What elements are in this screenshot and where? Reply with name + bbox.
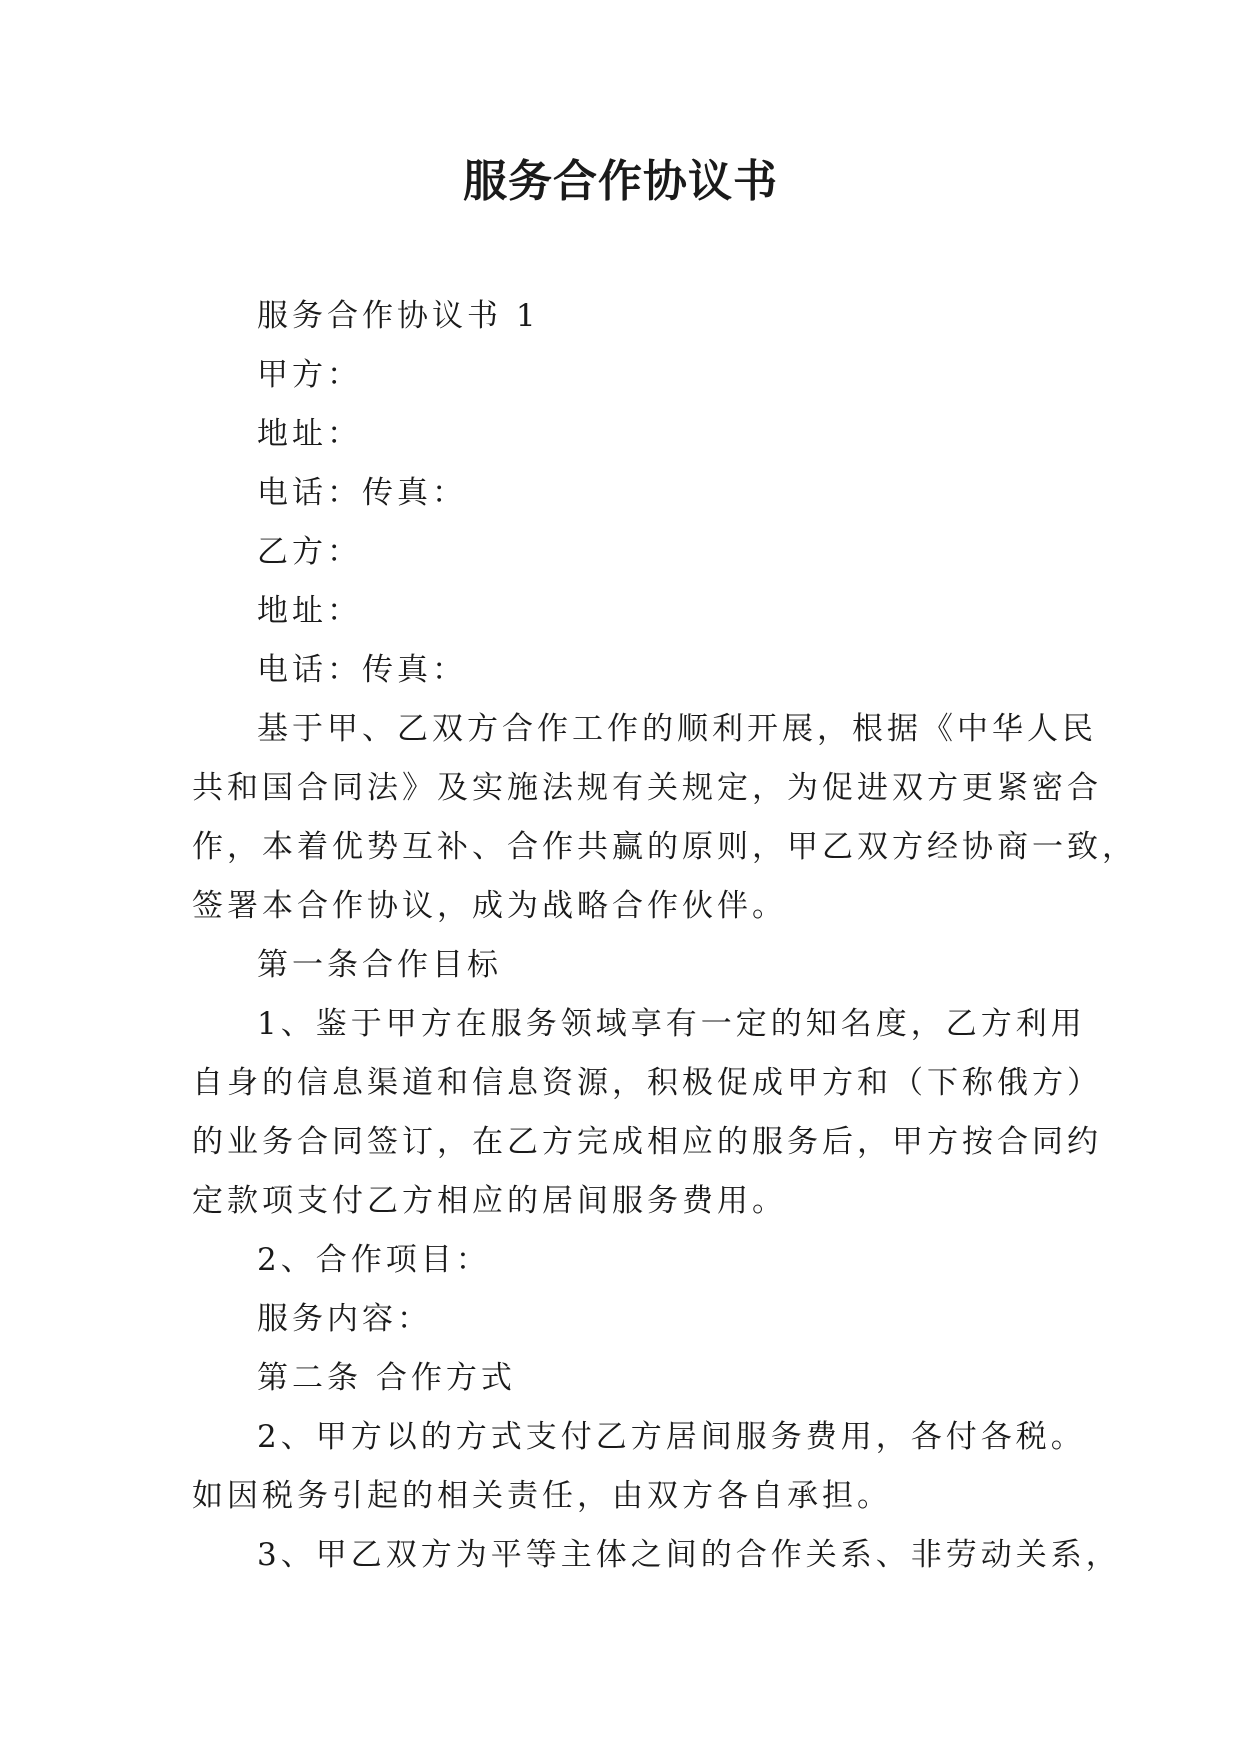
- document-line: 3、甲乙双方为平等主体之间的合作关系、非劳动关系，: [257, 1537, 1121, 1573]
- document-line: 服务合作协议书 1: [257, 298, 540, 334]
- document-line: 服务内容：: [257, 1301, 432, 1337]
- document-line: 地址：: [257, 593, 362, 629]
- document-title: 服务合作协议书: [463, 156, 778, 207]
- document-line: 2、甲方以的方式支付乙方居间服务费用，各付各税。: [257, 1419, 1086, 1455]
- document-line: 共和国合同法》及实施法规有关规定，为促进双方更紧密合: [192, 770, 1102, 806]
- document-line: 自身的信息渠道和信息资源，积极促成甲方和（下称俄方）: [192, 1065, 1102, 1101]
- document-line: 2、合作项目：: [257, 1242, 491, 1278]
- document-body: [192, 287, 1137, 1585]
- document-line: 电话：传真：: [257, 652, 467, 688]
- document-line: 基于甲、乙双方合作工作的顺利开展，根据《中华人民: [257, 711, 1097, 747]
- document-line: 如因税务引起的相关责任，由双方各自承担。: [192, 1478, 892, 1514]
- document-line: 1、鉴于甲方在服务领域享有一定的知名度，乙方利用: [257, 1006, 1086, 1042]
- document-line: 第二条 合作方式: [257, 1360, 516, 1396]
- document-line: 的业务合同签订，在乙方完成相应的服务后，甲方按合同约: [192, 1124, 1102, 1160]
- document-line: 作，本着优势互补、合作共赢的原则，甲乙双方经协商一致，: [192, 829, 1137, 865]
- document-line: 签署本合作协议，成为战略合作伙伴。: [192, 888, 787, 924]
- document-line: 第一条合作目标: [257, 947, 502, 983]
- document-line: 电话：传真：: [257, 475, 467, 511]
- document-line: 甲方：: [257, 357, 362, 393]
- document-line: 地址：: [257, 416, 362, 452]
- document-line: 乙方：: [257, 534, 362, 570]
- document-line: 定款项支付乙方相应的居间服务费用。: [192, 1183, 787, 1219]
